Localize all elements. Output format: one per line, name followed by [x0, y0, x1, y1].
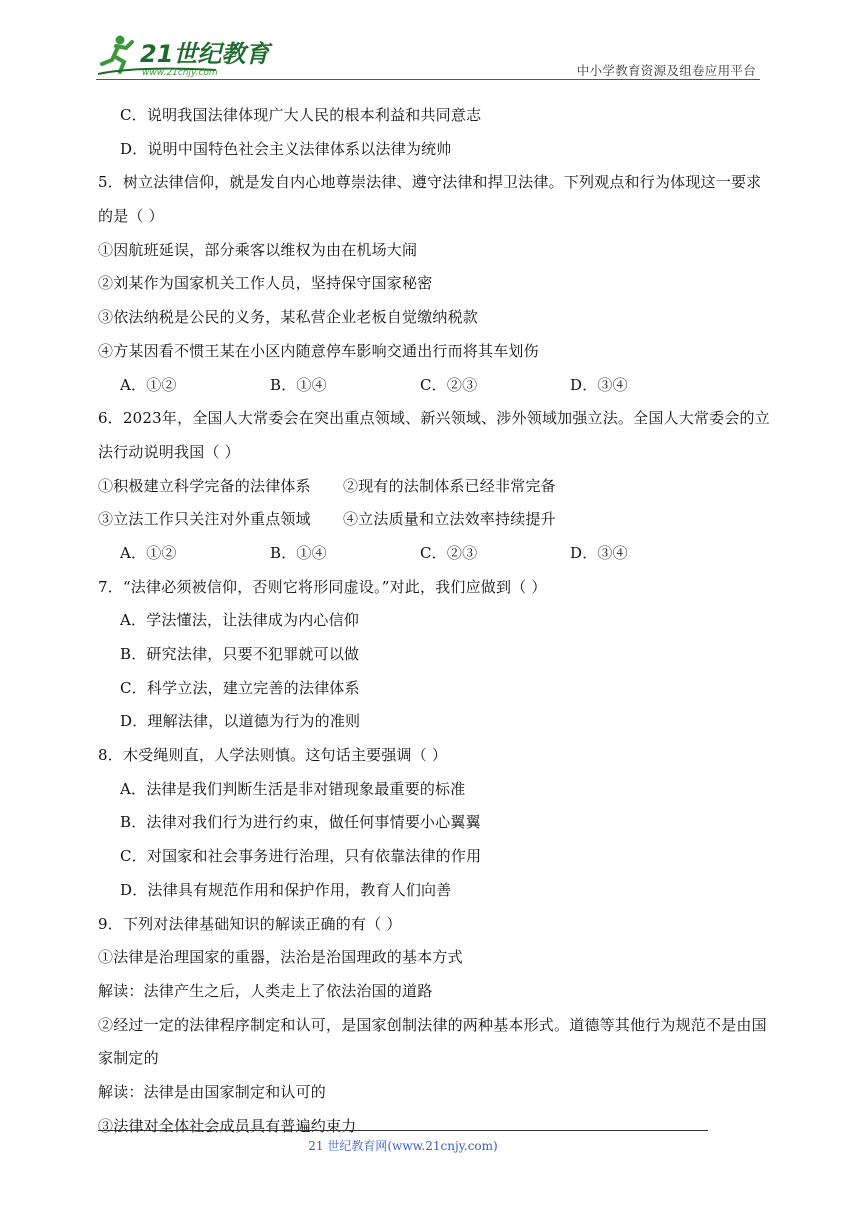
text-line: ③法律对全体社会成员具有普遍约束力: [98, 1116, 357, 1135]
text-line: ①法律是治理国家的重器，法治是治国理政的基本方式: [98, 948, 463, 967]
statement: ④立法质量和立法效率持续提升: [343, 510, 556, 529]
statement: ①积极建立科学完备的法律体系: [98, 476, 311, 495]
text-line: 7．“法律必须被信仰，否则它将形同虚设。”对此，我们应做到（ ）: [98, 577, 547, 596]
option-line: C．对国家和社会事务进行治理，只有依靠法律的作用: [120, 847, 482, 866]
text-line: ②刘某作为国家机关工作人员，坚持保守国家秘密: [98, 274, 433, 293]
option-line: C．科学立法，建立完善的法律体系: [120, 678, 360, 697]
text-line: 5．树立法律信仰，就是发自内心地尊崇法律、遵守法律和捍卫法律。下列观点和行为体现这一要求: [98, 173, 762, 192]
answer-option: A．①②: [120, 375, 177, 394]
text-line: 法行动说明我国（ ）: [98, 442, 240, 461]
statement: ③立法工作只关注对外重点领域: [98, 510, 311, 529]
document-body: [98, 103, 768, 1147]
text-line: 家制定的: [98, 1049, 159, 1068]
text-line: 的是（ ）: [98, 207, 164, 226]
site-logo[interactable]: [96, 30, 296, 80]
statement-pair-row: [98, 474, 768, 508]
answer-option: D．③④: [570, 543, 628, 562]
svg-text:21世纪教育: 21世纪教育: [140, 40, 270, 68]
option-line: C．说明我国法律体现广大人民的根本利益和共同意志: [120, 106, 482, 124]
footer-site-link[interactable]: 21 世纪教育网(www.21cnjy.com): [308, 1139, 498, 1153]
text-line: 解读：法律产生之后，人类走上了依法治国的道路: [98, 981, 433, 1000]
text-line: ①因航班延误，部分乘客以维权为由在机场大闹: [98, 240, 418, 259]
runner-logo-icon: [96, 30, 296, 80]
option-line: A．法律是我们判断生活是非对错现象最重要的标准: [120, 779, 466, 798]
answer-option: A．①②: [120, 543, 177, 562]
answer-option: D．③④: [570, 375, 628, 394]
answer-option: B．①④: [270, 375, 327, 394]
platform-name: 中小学教育资源及组卷应用平台: [576, 63, 756, 78]
option-line: B．研究法律，只要不犯罪就可以做: [120, 645, 360, 663]
option-line: D．说明中国特色社会主义法律体系以法律为统帅: [120, 139, 452, 158]
option-line: A．学法懂法，让法律成为内心信仰: [120, 611, 360, 630]
answer-option: C．②③: [420, 375, 478, 394]
option-line: D．法律具有规范作用和保护作用，教育人们向善: [120, 880, 452, 899]
option-line: D．理解法律，以道德为行为的准则: [120, 712, 361, 731]
text-line: ②经过一定的法律程序制定和认可，是国家创制法律的两种基本形式。道德等其他行为规范不是由国: [98, 1015, 767, 1034]
text-line: ④方某因看不惯王某在小区内随意停车影响交通出行而将其车划伤: [98, 341, 539, 360]
footer-divider: [98, 1130, 708, 1131]
option-line: B．法律对我们行为进行约束，做任何事情要小心翼翼: [120, 813, 481, 832]
page-header: [96, 30, 760, 80]
answer-option: B．①④: [270, 543, 327, 562]
answer-option: C．②③: [420, 543, 478, 562]
statement-pair-row: [98, 507, 768, 541]
answer-options-row: [98, 541, 768, 575]
text-line: 9．下列对法律基础知识的解读正确的有（ ）: [98, 914, 402, 933]
svg-text:www.21cnjy.com: www.21cnjy.com: [142, 68, 218, 78]
text-line: ③依法纳税是公民的义务，某私营企业老板自觉缴纳税款: [98, 308, 479, 327]
header-divider: [96, 79, 760, 80]
statement: ②现有的法制体系已经非常完备: [343, 476, 556, 495]
answer-options-row: [98, 373, 768, 407]
text-line: 6．2023年，全国人大常委会在突出重点领域、新兴领域、涉外领域加强立法。全国人大常委会的立: [98, 409, 770, 428]
text-line: 8．木受绳则直，人学法则慎。这句话主要强调（ ）: [98, 746, 448, 765]
text-line: 解读：法律是由国家制定和认可的: [98, 1082, 327, 1101]
